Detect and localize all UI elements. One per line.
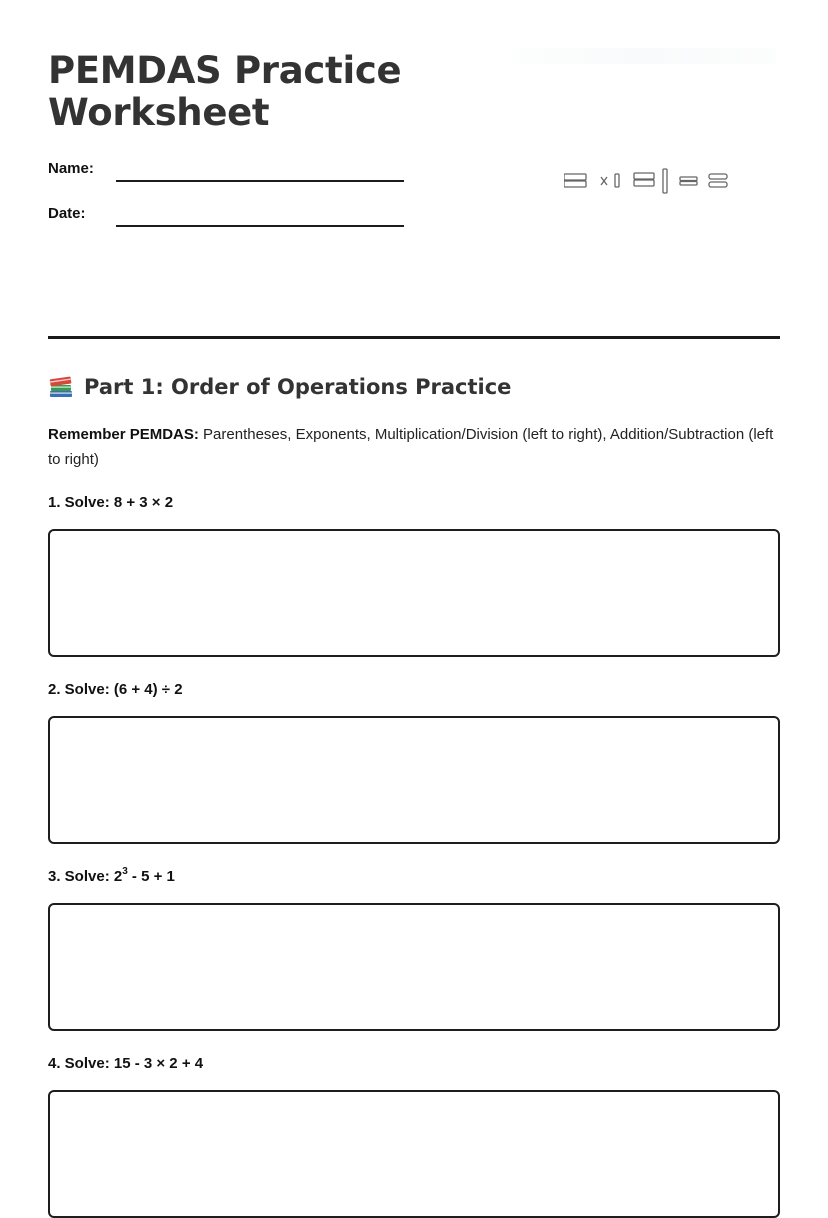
answer-box-3[interactable] xyxy=(48,903,780,1031)
math-logo xyxy=(512,48,776,248)
date-field-row xyxy=(48,205,408,233)
question-3-prefix: 3. Solve: xyxy=(48,868,114,885)
question-2-prefix: 2. Solve: xyxy=(48,681,114,698)
answer-box-4[interactable] xyxy=(48,1090,780,1218)
name-field-row xyxy=(48,160,408,188)
question-3-exponent: 3 xyxy=(122,866,128,877)
question-3-rest: - 5 + 1 xyxy=(127,868,175,885)
question-1-prefix: 1. Solve: xyxy=(48,494,114,511)
date-label: Date: xyxy=(48,205,86,222)
answer-box-1[interactable] xyxy=(48,529,780,657)
reminder-label: Remember PEMDAS: xyxy=(48,426,199,443)
question-4-expression: 15 - 3 × 2 + 4 xyxy=(113,1055,204,1072)
section-1-title: Part 1: Order of Operations Practice xyxy=(84,375,512,399)
answer-box-2[interactable] xyxy=(48,716,780,844)
question-4-label xyxy=(48,1055,203,1072)
date-line[interactable] xyxy=(116,225,404,227)
math-symbols-icon xyxy=(564,168,734,196)
header-divider xyxy=(48,336,780,339)
question-1-label xyxy=(48,494,173,511)
name-label: Name: xyxy=(48,160,94,177)
section-1-heading xyxy=(48,374,511,400)
pemdas-reminder xyxy=(48,422,780,472)
reminder-text: Parentheses, Exponents, Multiplication/Division (left to right), Addition/Subtraction (left to right) xyxy=(48,426,774,468)
question-2-label xyxy=(48,681,183,698)
books-icon xyxy=(48,374,74,400)
logo-backdrop xyxy=(512,48,776,64)
worksheet-title: PEMDAS Practice Worksheet xyxy=(48,49,402,134)
question-1-expression: 8 + 3 × 2 xyxy=(113,494,174,511)
question-3-base: 2 xyxy=(113,868,123,885)
question-2-expression: (6 + 4) ÷ 2 xyxy=(113,681,183,698)
name-line[interactable] xyxy=(116,180,404,182)
question-4-prefix: 4. Solve: xyxy=(48,1055,114,1072)
question-3-label xyxy=(48,868,175,885)
